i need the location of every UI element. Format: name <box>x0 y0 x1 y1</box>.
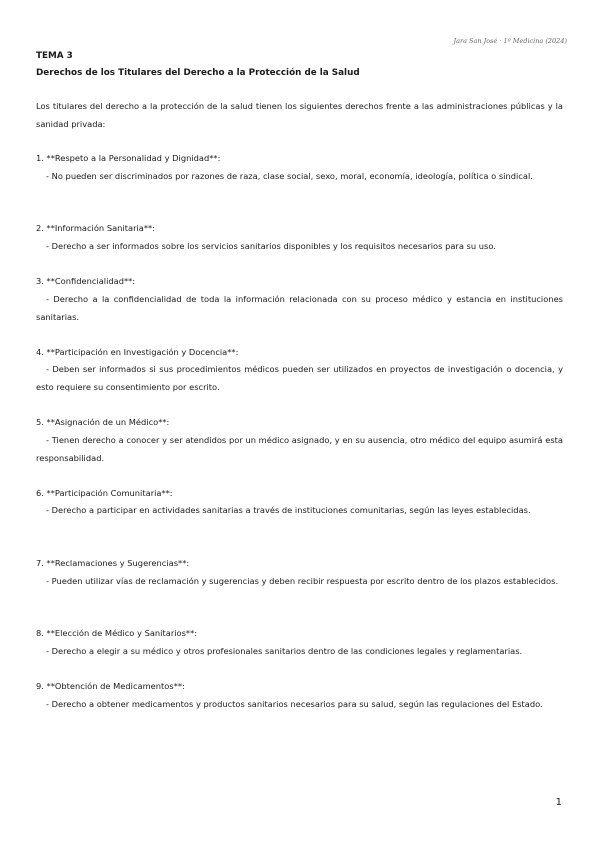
list-item-heading: 1. **Respeto a la Personalidad y Dignidad**: <box>36 153 221 163</box>
list-item-body: - Tienen derecho a conocer y ser atendidos por un médico asignado, y en su ausencia, otro médico del equipo asumirá esta responsabilidad. <box>36 435 563 463</box>
list-item-body: - Derecho a la confidencialidad de toda la información relacionada con su proceso médico y estancia en instituciones sanitarias. <box>36 294 563 322</box>
list-item-body: - Derecho a obtener medicamentos y productos sanitarios necesarios para su salud, según las regulaciones del Estado. <box>46 699 543 709</box>
list-item-heading: 3. **Confidencialidad**: <box>36 276 136 286</box>
list-item-heading: 4. **Participación en Investigación y Docencia**: <box>36 347 239 357</box>
page-title: Derechos de los Titulares del Derecho a la Protección de la Salud <box>36 68 360 78</box>
list-item-body: - Deben ser informados si sus procedimientos médicos pueden ser utilizados en proyectos de investigación o docencia, y esto requiere su consentimiento por escrito. <box>36 364 563 392</box>
list-item-heading: 8. **Elección de Médico y Sanitarios**: <box>36 628 198 638</box>
list-item-heading: 2. **Información Sanitaria**: <box>36 223 155 233</box>
author-header-note: Jara San José · 1º Medicina (2024) <box>453 37 567 45</box>
list-item-body: - Pueden utilizar vías de reclamación y sugerencias y deben recibir respuesta por escrito dentro de los plazos establecidos. <box>46 576 559 586</box>
intro-paragraph: Los titulares del derecho a la protección de la salud tienen los siguientes derechos frente a las administraciones públicas y la sanidad privada: <box>36 101 563 129</box>
list-item-body: - Derecho a ser informados sobre los servicios sanitarios disponibles y los requisitos necesarios para su uso. <box>46 241 496 251</box>
list-item-heading: 9. **Obtención de Medicamentos**: <box>36 681 185 691</box>
list-item-body: - Derecho a elegir a su médico y otros profesionales sanitarios dentro de las condiciones legales y reglamentarias. <box>46 646 523 656</box>
page-number: 1 <box>555 797 562 808</box>
topic-label: TEMA 3 <box>36 51 73 61</box>
list-item-body: - Derecho a participar en actividades sanitarias a través de instituciones comunitarias, según las leyes establecidas. <box>46 505 531 515</box>
list-item-heading: 5. **Asignación de un Médico**: <box>36 417 170 427</box>
list-item-heading: 7. **Reclamaciones y Sugerencias**: <box>36 558 190 568</box>
list-item-body: - No pueden ser discriminados por razones de raza, clase social, sexo, moral, economía, ideología, política o sindical. <box>46 171 533 181</box>
list-item-heading: 6. **Participación Comunitaria**: <box>36 488 173 498</box>
